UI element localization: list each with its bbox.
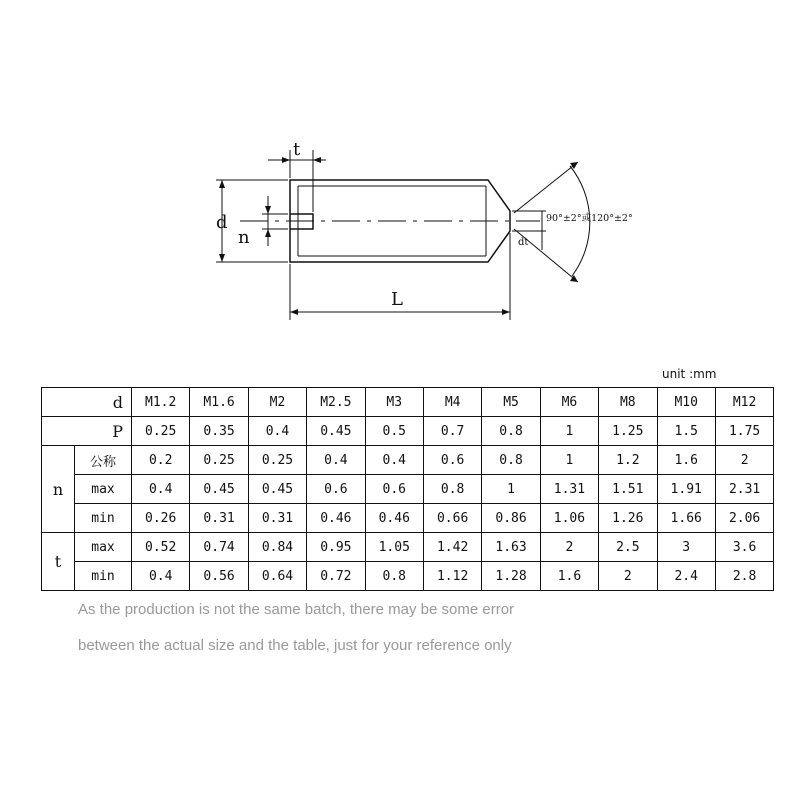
n-nominal-cell: 0.8 — [482, 446, 540, 475]
n-min-cell: 1.06 — [540, 504, 598, 533]
n-min-cell: 0.31 — [248, 504, 306, 533]
row-pitch — [42, 417, 774, 446]
n-min-cell: 0.46 — [365, 504, 423, 533]
row-n-nominal — [42, 446, 774, 475]
t-min-cell: 0.56 — [190, 562, 248, 591]
t-max-cell: 1.42 — [423, 533, 481, 562]
label-angle: 90°±2°或120°±2° — [546, 213, 633, 224]
t-min-cell: 1.12 — [423, 562, 481, 591]
label-nominal: 公称 — [75, 446, 132, 475]
label-p-cell: P — [42, 417, 132, 446]
n-nominal-cell: 1.2 — [599, 446, 657, 475]
pitch-cell: 1.75 — [715, 417, 773, 446]
pitch-cell: 0.4 — [248, 417, 306, 446]
n-max-cell: 1.51 — [599, 475, 657, 504]
d-cell: M3 — [365, 388, 423, 417]
n-min-cell: 1.26 — [599, 504, 657, 533]
t-max-cell: 2.5 — [599, 533, 657, 562]
t-min-cell: 0.8 — [365, 562, 423, 591]
t-max-cell: 1.63 — [482, 533, 540, 562]
n-max-cell: 1 — [482, 475, 540, 504]
t-max-cell: 2 — [540, 533, 598, 562]
n-max-cell: 0.6 — [365, 475, 423, 504]
n-max-cell: 0.8 — [423, 475, 481, 504]
label-t-group: t — [42, 533, 75, 591]
pitch-cell: 0.25 — [132, 417, 190, 446]
t-min-cell: 0.4 — [132, 562, 190, 591]
n-max-cell: 1.31 — [540, 475, 598, 504]
n-min-cell: 0.46 — [307, 504, 365, 533]
t-max-cell: 3 — [657, 533, 715, 562]
n-nominal-cell: 0.6 — [423, 446, 481, 475]
n-min-cell: 2.06 — [715, 504, 773, 533]
t-min-cell: 0.64 — [248, 562, 306, 591]
label-n-max: max — [75, 475, 132, 504]
label-d: d — [216, 212, 228, 233]
n-min-cell: 0.26 — [132, 504, 190, 533]
n-nominal-cell: 1 — [540, 446, 598, 475]
pitch-cell: 0.7 — [423, 417, 481, 446]
n-max-cell: 1.91 — [657, 475, 715, 504]
n-max-cell: 0.4 — [132, 475, 190, 504]
n-nominal-cell: 0.4 — [307, 446, 365, 475]
t-min-cell: 2.4 — [657, 562, 715, 591]
label-n-min: min — [75, 504, 132, 533]
pitch-cell: 0.45 — [307, 417, 365, 446]
t-min-cell: 2 — [599, 562, 657, 591]
label-n-group: n — [42, 446, 75, 533]
row-n-min — [42, 504, 774, 533]
d-cell: M2.5 — [307, 388, 365, 417]
d-cell: M5 — [482, 388, 540, 417]
pitch-cell: 1.25 — [599, 417, 657, 446]
note-line-2: between the actual size and the table, just for your reference only — [78, 637, 512, 654]
set-screw-drawing — [0, 0, 800, 360]
n-nominal-cell: 0.2 — [132, 446, 190, 475]
n-min-cell: 1.66 — [657, 504, 715, 533]
t-max-cell: 3.6 — [715, 533, 773, 562]
d-cell: M1.2 — [132, 388, 190, 417]
row-t-max — [42, 533, 774, 562]
label-d-cell: d — [42, 388, 132, 417]
d-cell: M12 — [715, 388, 773, 417]
label-t: t — [293, 139, 301, 160]
spec-table — [41, 387, 774, 591]
n-max-cell: 2.31 — [715, 475, 773, 504]
label-L: L — [391, 289, 403, 310]
n-nominal-cell: 0.25 — [248, 446, 306, 475]
d-cell: M10 — [657, 388, 715, 417]
pitch-cell: 0.5 — [365, 417, 423, 446]
t-min-cell: 0.72 — [307, 562, 365, 591]
pitch-cell: 0.35 — [190, 417, 248, 446]
t-max-cell: 0.74 — [190, 533, 248, 562]
unit-label: unit :mm — [662, 367, 717, 381]
t-max-cell: 0.95 — [307, 533, 365, 562]
n-max-cell: 0.6 — [307, 475, 365, 504]
n-max-cell: 0.45 — [248, 475, 306, 504]
label-t-min: min — [75, 562, 132, 591]
note-line-1: As the production is not the same batch, there may be some error — [78, 601, 515, 618]
pitch-cell: 1.5 — [657, 417, 715, 446]
t-max-cell: 0.84 — [248, 533, 306, 562]
pitch-cell: 0.8 — [482, 417, 540, 446]
d-cell: M8 — [599, 388, 657, 417]
n-nominal-cell: 2 — [715, 446, 773, 475]
row-d — [42, 388, 774, 417]
n-nominal-cell: 0.4 — [365, 446, 423, 475]
t-min-cell: 2.8 — [715, 562, 773, 591]
row-n-max — [42, 475, 774, 504]
n-min-cell: 0.86 — [482, 504, 540, 533]
d-cell: M1.6 — [190, 388, 248, 417]
t-min-cell: 1.6 — [540, 562, 598, 591]
label-n: n — [238, 227, 250, 248]
label-dt: dt — [518, 237, 529, 248]
pitch-cell: 1 — [540, 417, 598, 446]
d-cell: M2 — [248, 388, 306, 417]
d-cell: M4 — [423, 388, 481, 417]
t-max-cell: 0.52 — [132, 533, 190, 562]
t-min-cell: 1.28 — [482, 562, 540, 591]
t-max-cell: 1.05 — [365, 533, 423, 562]
n-max-cell: 0.45 — [190, 475, 248, 504]
n-min-cell: 0.66 — [423, 504, 481, 533]
n-nominal-cell: 1.6 — [657, 446, 715, 475]
d-cell: M6 — [540, 388, 598, 417]
n-min-cell: 0.31 — [190, 504, 248, 533]
label-t-max: max — [75, 533, 132, 562]
row-t-min — [42, 562, 774, 591]
n-nominal-cell: 0.25 — [190, 446, 248, 475]
